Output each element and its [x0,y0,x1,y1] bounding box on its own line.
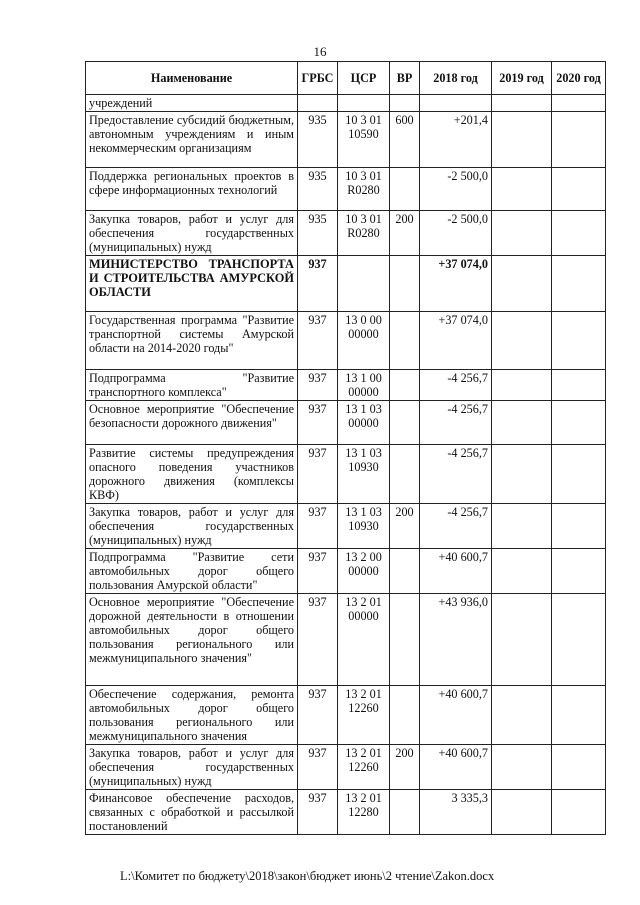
cell-grbs: 937 [298,504,338,549]
cell-csr [338,95,390,112]
cell-vr [390,401,420,445]
table-row [86,686,606,745]
cell-2019 [492,594,552,686]
cell-2020 [552,594,606,686]
cell-csr: 13 1 03 00000 [338,401,390,445]
cell-2020 [552,401,606,445]
cell-vr [390,594,420,686]
cell-vr [390,549,420,594]
cell-csr [338,256,390,312]
cell-2020 [552,549,606,594]
cell-2020 [552,445,606,504]
cell-2019 [492,445,552,504]
header-vr: ВР [390,62,420,95]
cell-2018: +40 600,7 [420,745,492,790]
cell-csr: 13 2 00 00000 [338,549,390,594]
cell-2020 [552,790,606,835]
cell-csr: 10 3 01 R0280 [338,211,390,256]
table-row [86,445,606,504]
cell-2019 [492,112,552,168]
cell-name: Обеспечение содержания, ремонта автомобильных дорог общего пользования регионального или межмуниципального значения [86,686,298,745]
cell-grbs: 937 [298,445,338,504]
cell-2019 [492,504,552,549]
cell-vr [390,168,420,211]
table-row [86,370,606,401]
table-header-row [86,62,606,95]
cell-2018: -4 256,7 [420,504,492,549]
cell-csr: 13 1 03 10930 [338,504,390,549]
cell-name: Поддержка региональных проектов в сфере информационных технологий [86,168,298,211]
cell-2018: -4 256,7 [420,445,492,504]
table-row [86,95,606,112]
header-2018: 2018 год [420,62,492,95]
cell-name: Финансовое обеспечение расходов, связанных с обработкой и рассылкой постановлений [86,790,298,835]
footer-file-path: L:\Комитет по бюджету\2018\закон\бюджет июнь\2 чтение\Zakon.docx [120,869,495,883]
cell-name: Развитие системы предупреждения опасного поведения участников дорожного движения (комплексы КВФ) [86,445,298,504]
cell-vr: 200 [390,211,420,256]
cell-2020 [552,504,606,549]
cell-vr [390,686,420,745]
cell-grbs: 937 [298,401,338,445]
cell-2018 [420,95,492,112]
cell-2019 [492,745,552,790]
cell-2018: -4 256,7 [420,370,492,401]
cell-name: Подпрограмма "Развитие сети автомобильных дорог общего пользования Амурской области" [86,549,298,594]
table-row [86,112,606,168]
cell-2020 [552,312,606,370]
header-name: Наименование [86,62,298,95]
table-row [86,401,606,445]
page-number: 16 [313,44,327,59]
table-row [86,790,606,835]
header-2019: 2019 год [492,62,552,95]
cell-csr: 13 1 03 10930 [338,445,390,504]
table-row [86,504,606,549]
cell-csr: 13 1 00 00000 [338,370,390,401]
cell-name: МИНИСТЕРСТВО ТРАНСПОРТА И СТРОИТЕЛЬСТВА АМУРСКОЙ ОБЛАСТИ [86,256,298,312]
cell-csr: 13 2 01 12280 [338,790,390,835]
cell-2019 [492,401,552,445]
cell-grbs: 937 [298,594,338,686]
cell-name: учреждений [86,95,298,112]
cell-vr [390,370,420,401]
cell-vr [390,95,420,112]
cell-vr [390,445,420,504]
cell-2020 [552,745,606,790]
cell-2020 [552,112,606,168]
cell-vr [390,256,420,312]
cell-csr: 10 3 01 10590 [338,112,390,168]
cell-grbs: 937 [298,686,338,745]
cell-2020 [552,168,606,211]
cell-grbs [298,95,338,112]
cell-grbs: 937 [298,790,338,835]
cell-grbs: 937 [298,549,338,594]
cell-2020 [552,370,606,401]
cell-vr: 200 [390,504,420,549]
cell-vr [390,790,420,835]
cell-grbs: 937 [298,312,338,370]
table-row [86,312,606,370]
cell-2020 [552,256,606,312]
cell-csr: 10 3 01 R0280 [338,168,390,211]
cell-grbs: 935 [298,168,338,211]
cell-2019 [492,312,552,370]
cell-grbs: 937 [298,256,338,312]
cell-2019 [492,256,552,312]
cell-grbs: 935 [298,211,338,256]
cell-2018: +40 600,7 [420,686,492,745]
cell-2019 [492,95,552,112]
cell-2018: +43 936,0 [420,594,492,686]
cell-name: Предоставление субсидий бюджетным, автономным учреждениям и иным некоммерческим организациям [86,112,298,168]
table-row [86,211,606,256]
cell-name: Основное мероприятие "Обеспечение безопасности дорожного движения" [86,401,298,445]
header-csr: ЦСР [338,62,390,95]
cell-2018: +201,4 [420,112,492,168]
cell-name: Закупка товаров, работ и услуг для обеспечения государственных (муниципальных) нужд [86,504,298,549]
cell-csr: 13 2 01 12260 [338,686,390,745]
cell-csr: 13 0 00 00000 [338,312,390,370]
cell-2020 [552,95,606,112]
cell-2019 [492,370,552,401]
cell-name: Основное мероприятие "Обеспечение дорожной деятельности в отношении автомобильных дорог общего пользования регионального или межмуниципального значения" [86,594,298,686]
cell-2018: +37 074,0 [420,256,492,312]
cell-name: Закупка товаров, работ и услуг для обеспечения государственных (муниципальных) нужд [86,211,298,256]
cell-2019 [492,686,552,745]
cell-2018: +37 074,0 [420,312,492,370]
header-2020: 2020 год [552,62,606,95]
header-grbs: ГРБС [298,62,338,95]
cell-vr [390,312,420,370]
cell-vr: 200 [390,745,420,790]
cell-2020 [552,211,606,256]
cell-csr: 13 2 01 12260 [338,745,390,790]
cell-2018: -2 500,0 [420,168,492,211]
table-row [86,549,606,594]
budget-table [85,61,606,835]
cell-grbs: 937 [298,745,338,790]
cell-name: Подпрограмма "Развитие транспортного комплекса" [86,370,298,401]
cell-grbs: 937 [298,370,338,401]
cell-2019 [492,549,552,594]
cell-name: Государственная программа "Развитие транспортной системы Амурской области на 2014-2020 годы" [86,312,298,370]
table-row [86,168,606,211]
cell-vr: 600 [390,112,420,168]
cell-2019 [492,168,552,211]
cell-2019 [492,790,552,835]
cell-2018: +40 600,7 [420,549,492,594]
cell-2019 [492,211,552,256]
cell-name: Закупка товаров, работ и услуг для обеспечения государственных (муниципальных) нужд [86,745,298,790]
cell-2018: 3 335,3 [420,790,492,835]
cell-2018: -2 500,0 [420,211,492,256]
cell-csr: 13 2 01 00000 [338,594,390,686]
table-row [86,256,606,312]
cell-2018: -4 256,7 [420,401,492,445]
table-row [86,745,606,790]
table-row [86,594,606,686]
cell-2020 [552,686,606,745]
cell-grbs: 935 [298,112,338,168]
